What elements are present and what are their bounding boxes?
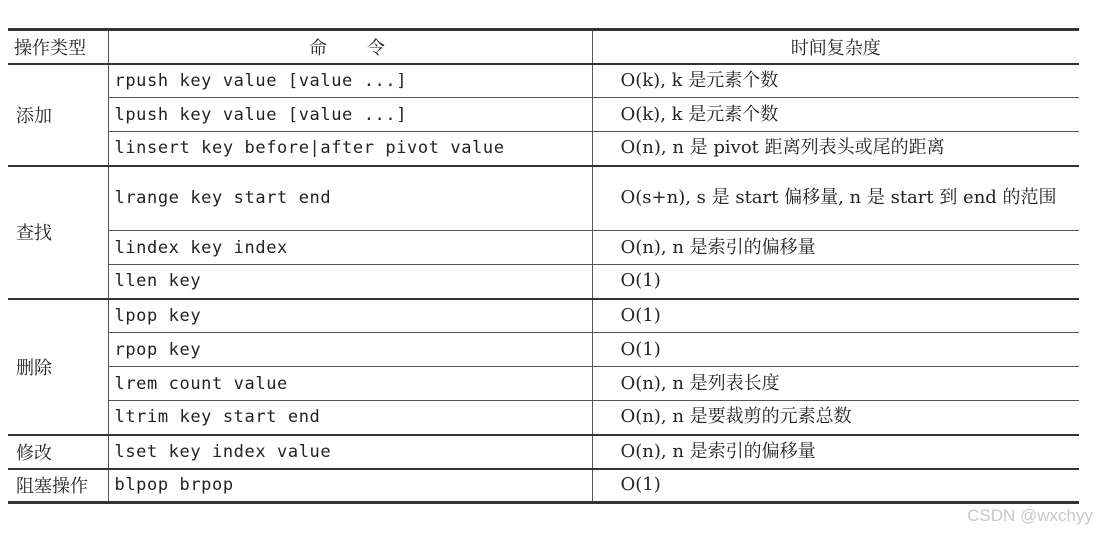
table-row [8,231,1079,265]
header-row [8,30,1079,64]
redis-list-commands-table [8,28,1079,504]
command-cell: lrange key start end [108,166,592,231]
command-cell: lpop key [108,299,592,333]
table-row [8,166,1079,231]
table-row [8,64,1079,98]
complexity-cell: O(n), n 是索引的偏移量 [592,231,1079,265]
complexity-cell: O(1) [592,299,1079,333]
table-row [8,367,1079,401]
table-body [8,64,1079,503]
table-header [8,30,1079,64]
table-row [8,469,1079,503]
command-cell: rpop key [108,333,592,367]
command-cell: ltrim key start end [108,401,592,435]
table-row [8,132,1079,166]
command-cell: linsert key before|after pivot value [108,132,592,166]
table-row [8,265,1079,299]
complexity-cell: O(n), n 是索引的偏移量 [592,435,1079,469]
header-time-complexity: 时间复杂度 [592,30,1079,64]
complexity-cell: O(1) [592,333,1079,367]
group-type-add: 添加 [8,64,108,166]
command-cell: lindex key index [108,231,592,265]
command-cell: lrem count value [108,367,592,401]
complexity-cell: O(s+n), s 是 start 偏移量, n 是 start 到 end 的范围 [592,166,1079,231]
table-row [8,333,1079,367]
header-operation-type: 操作类型 [8,30,108,64]
header-command: 命令 [108,30,592,64]
table-row [8,98,1079,132]
group-type-blocking: 阻塞操作 [8,469,108,503]
command-cell: llen key [108,265,592,299]
complexity-cell: O(n), n 是要裁剪的元素总数 [592,401,1079,435]
group-type-delete: 删除 [8,299,108,435]
table-row [8,435,1079,469]
command-cell: lpush key value [value ...] [108,98,592,132]
group-type-find: 查找 [8,166,108,299]
complexity-cell: O(n), n 是列表长度 [592,367,1079,401]
command-cell: lset key index value [108,435,592,469]
group-type-modify: 修改 [8,435,108,469]
complexity-cell: O(k), k 是元素个数 [592,98,1079,132]
command-cell: blpop brpop [108,469,592,503]
complexity-cell: O(1) [592,469,1079,503]
table-row [8,401,1079,435]
complexity-cell: O(k), k 是元素个数 [592,64,1079,98]
watermark: CSDN @wxchyy [967,506,1093,525]
command-cell: rpush key value [value ...] [108,64,592,98]
complexity-cell: O(n), n 是 pivot 距离列表头或尾的距离 [592,132,1079,166]
complexity-cell: O(1) [592,265,1079,299]
table-row [8,299,1079,333]
